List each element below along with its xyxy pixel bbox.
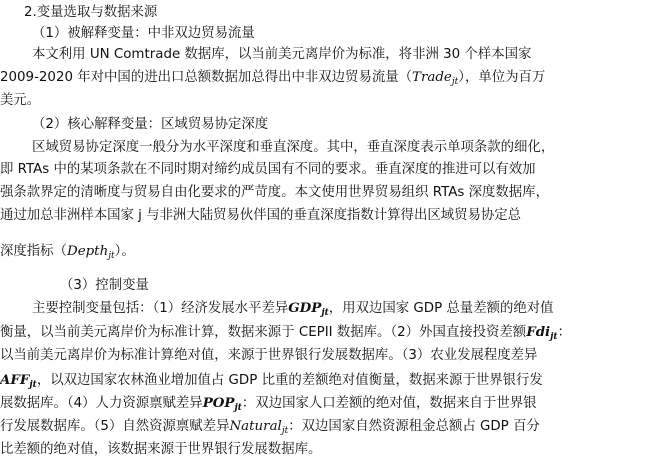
paragraph-text: 强条款界定的清晰度与贸易自由化要求的严苛度。本文使用世界贸易组织 RTAs 深度数据库， [0,185,549,200]
var-pop: $POP_{jt}$ [202,395,242,413]
paragraph-text: 行发展数据库。（5）自然资源禀赋差异 [0,419,230,434]
subheading-dependent-variable [32,24,657,44]
subheading-control-variables [60,276,657,296]
paragraph-text: 2009-2020 年对中国的进出口总额数据加总得出中非双边贸易流量（ [0,70,413,85]
paragraph-line [0,370,657,391]
var-fdi: Fdi$_{jt}$ [526,324,558,342]
paragraph-text: ）。 [114,244,135,259]
var-gdp: $GDP_{jt}$ [288,300,329,318]
paragraph-line [32,298,657,319]
paragraph-text: ，以双边国家农林渔业增加值占 GDP 比重的差额绝对值衡量，数据来源于世界银行发 [36,373,543,388]
paragraph-line [32,138,657,158]
section-heading [24,3,657,23]
paragraph-line [0,91,657,111]
section-heading-text: 2.变量选取与数据来源 [24,5,158,20]
paragraph-text: ： [557,325,571,340]
paragraph-text: ，用双边国家 GDP 总量差额的绝对值 [328,301,554,316]
subheading-text: （1）被解释变量：中非双边贸易流量 [32,26,255,41]
paragraph-line [0,440,657,460]
paragraph-line [0,68,657,88]
paragraph-line [0,417,657,437]
var-aff: $AFF_{jt}$ [0,372,37,390]
paragraph-text: 美元。 [0,93,41,108]
paragraph-line [0,393,657,414]
paragraph-line [0,242,657,262]
paragraph-text: 展数据库。（4）人力资源禀赋差异 [0,396,203,411]
paragraph-line [32,45,657,65]
paragraph-text: 区域贸易协定深度一般分为水平深度和垂直深度。其中，垂直深度表示单项条款的细化， [32,140,555,155]
paragraph-text: 深度指标（ [0,244,67,259]
subheading-text: （3）控制变量 [60,278,149,293]
paragraph-text: 通过加总非洲样本国家 j 与非洲大陆贸易伙伴国的垂直深度指数计算得出区域贸易协定总 [0,208,522,223]
var-natural: Natural$_{jt}$ [229,419,289,436]
paragraph-line [0,160,657,180]
subheading-text: （2）核心解释变量：区域贸易协定深度 [32,117,269,132]
paragraph-text: 本文利用 UN Comtrade 数据库，以当前美元离岸价为标准，将非洲 30 个样本国家 [32,47,532,62]
paragraph-text: 主要控制变量包括：（1）经济发展水平差异 [32,301,289,316]
var-depth: Depth$_{jt}$ [66,244,115,261]
paragraph-line [0,322,657,343]
paragraph-text: 衡量，以当前美元离岸价为标准计算，数据来源于 CEPII 数据库。（2）外国直接投资差额 [0,325,527,340]
paragraph-text: ：双边国家自然资源租金总额占 GDP 百分 [288,419,540,434]
paragraph-text: 即 RTAs 中的某项条款在不同时期对缔约成员国有不同的要求。垂直深度的推进可以有效加 [0,162,536,177]
subheading-core-variable [32,115,657,135]
paragraph-text: 比差额的绝对值，该数据来源于世界银行发展数据库。 [0,442,322,457]
paragraph-line [0,346,657,366]
var-trade: Trade$_{jt}$ [412,70,459,87]
paragraph-line [0,206,657,226]
paragraph-text: 以当前美元离岸价为标准计算绝对值，来源于世界银行发展数据库。（3）农业发展程度差异 [0,348,538,363]
paragraph-text: ：双边国家人口差额的绝对值，数据来自于世界银 [241,396,537,411]
paragraph-line [0,183,657,203]
paragraph-text: ），单位为百万 [458,70,546,85]
